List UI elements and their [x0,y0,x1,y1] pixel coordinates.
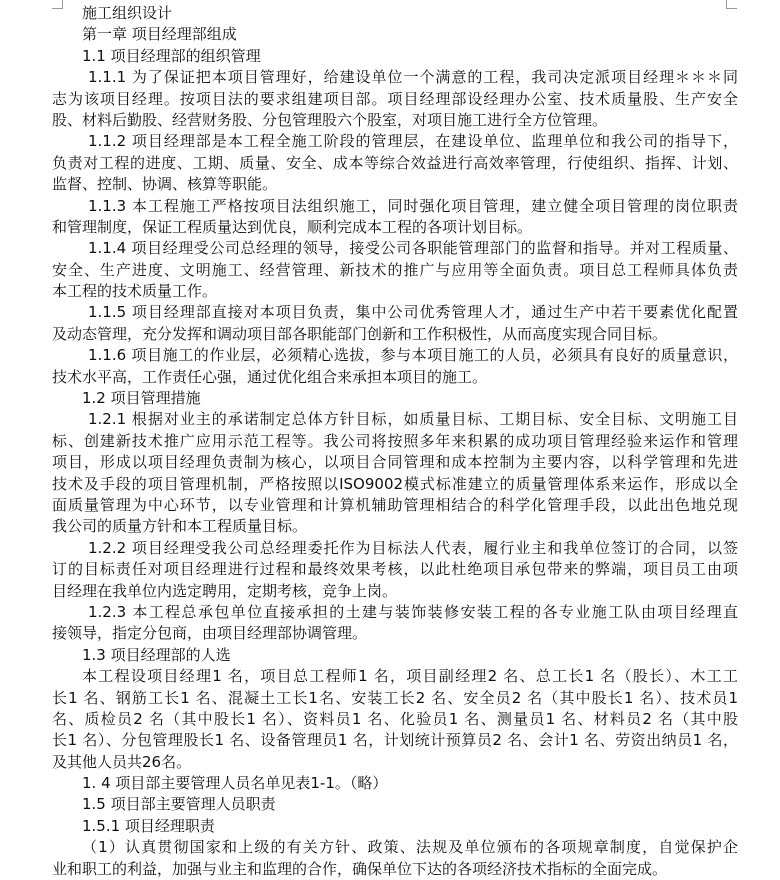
document-line: 1.3 项目经理部的人选 [82,645,231,664]
document-line: 股、材料后勤股、经营财务股、分包管理股六个股室，对项目施工进行全方位管理。 [52,110,608,129]
document-line: 我公司的质量方针和本工程质量目标。 [52,517,308,536]
document-line: 技术水平高，工作责任心强，通过优化组合来承担本项目的施工。 [52,367,488,386]
document-line: 1.1.2 项目经理部是本工程全施工阶段的管理层，在建设单位、监理单位和我公司的指导下， [88,132,738,151]
document-line: 1.1.4 项目经理受公司总经理的领导，接受公司各职能管理部门的监督和指导。并对工程质量、 [88,239,738,258]
document-line: 1.1.3 本工程施工严格按项目法组织施工，同时强化项目管理，建立健全项目管理的岗位职责 [88,196,738,215]
document-line: 安全、生产进度、文明施工、经营管理、新技术的推广与应用等全面负责。项目总工程师具体负责 [52,260,738,279]
document-line: 订的目标责任对项目经理进行过程和最终效果考核，以此杜绝项目承包带来的弊端，项目员工由项 [52,560,738,579]
document-line: 长1 名）、分包管理股长1 名、设备管理员1 名，计划统计预算员2 名、会计1 名、劳资出纳员1 名， [52,731,738,750]
document-line: 1.1.5 项目经理部直接对本项目负责，集中公司优秀管理人才，通过生产中若干要素优化配置 [88,303,738,322]
document-line: 和管理制度，保证工程质量达到优良，顺利完成本工程的各项计划目标。 [52,217,533,236]
document-line: 施工组织设计 [82,4,173,22]
document-line: 1. 4 项目部主要管理人员名单见表1-1。（略） [82,774,388,793]
document-line: 本工程的技术质量工作。 [52,282,218,301]
document-line: 志为该项目经理。按项目法的要求组建项目部。项目经理部设经理办公室、技术质量股、生产安全 [52,89,738,108]
document-line: 标、创建新技术推广应用示范工程等。我公司将按照多年来积累的成功项目管理经验来运作和管理 [52,431,738,450]
document-line: 1.1.6 项目施工的作业层，必须精心选拔，参与本项目施工的人员，必须具有良好的质量意识， [88,346,738,365]
document-line: 1.2.1 根据对业主的承诺制定总体方针目标，如质量目标、工期目标、安全目标、文明施工目 [88,410,738,429]
document-line: 1.2.2 项目经理受我公司总经理委托作为目标法人代表，履行业主和我单位签订的合同，以签 [88,538,738,557]
document-line: （1）认真贯彻国家和上级的有关方针、政策、法规及单位颁布的各项规章制度，自觉保护企 [82,838,738,857]
document-line: 本工程设项目经理1 名，项目总工程师1 名，项目副经理2 名、总工长1 名（股长）、木工工 [82,667,738,686]
document-line: 面质量管理为中心环节，以专业管理和计算机辅助管理相结合的科学化管理手段，以此出色地兑现 [52,495,738,514]
document-line: 负责对工程的进度、工期、质量、安全、成本等综合效益进行高效率管理，行使组织、指挥、计划、 [52,153,738,172]
document-line: 第一章 项目经理部组成 [82,25,237,44]
document-line: 项目，形成以项目经理负责制为核心，以项目合同管理和成本控制为主要内容，以科学管理和先进 [52,453,738,472]
document-line: 接领导，指定分包商，由项目经理部协调管理。 [52,624,368,643]
document-line: 目经理在我单位内选定聘用，定期考核，竞争上岗。 [52,581,398,600]
document-line: 1.5.1 项目经理职责 [82,816,215,835]
document-line: 监督、控制、协调、核算等职能。 [52,175,278,194]
document-line: 1.1 项目经理部的组织管理 [82,46,261,65]
document-line: 及其他人员共26名。 [52,752,192,771]
document-line: 名、质检员2 名（其中股长1 名）、资料员1 名、化验员1 名、测量员1 名、材料员2 名（其中股 [52,709,738,728]
document-line: 1.2.3 本工程总承包单位直接承担的土建与装饰装修安装工程的各专业施工队由项目经理直 [88,602,738,621]
document-line: 1.2 项目管理措施 [82,389,201,408]
document-line: 及动态管理，充分发挥和调动项目部各职能部门创新和工作积极性，从而高度实现合同目标。 [52,324,668,343]
document-line: 长1 名、钢筋工长1 名、混凝土工长1名、安装工长2 名、安全员2 名（其中股长1 名）、技术员1 [52,688,738,707]
document-line: 1.1.1 为了保证把本项目管理好，给建设单位一个满意的工程，我司决定派项目经理＊＊＊同 [88,68,738,87]
document-line: 技术及手段的项目管理机制，严格按照以ISO9002模式标准建立的质量管理体系来运作，形成以全 [52,474,738,493]
document-page [52,3,738,880]
document-line: 业和职工的利益，加强与业主和监理的合作，确保单位下达的各项经济技术指标的全面完成。 [52,859,668,878]
document-line: 1.5 项目部主要管理人员职责 [82,795,276,814]
